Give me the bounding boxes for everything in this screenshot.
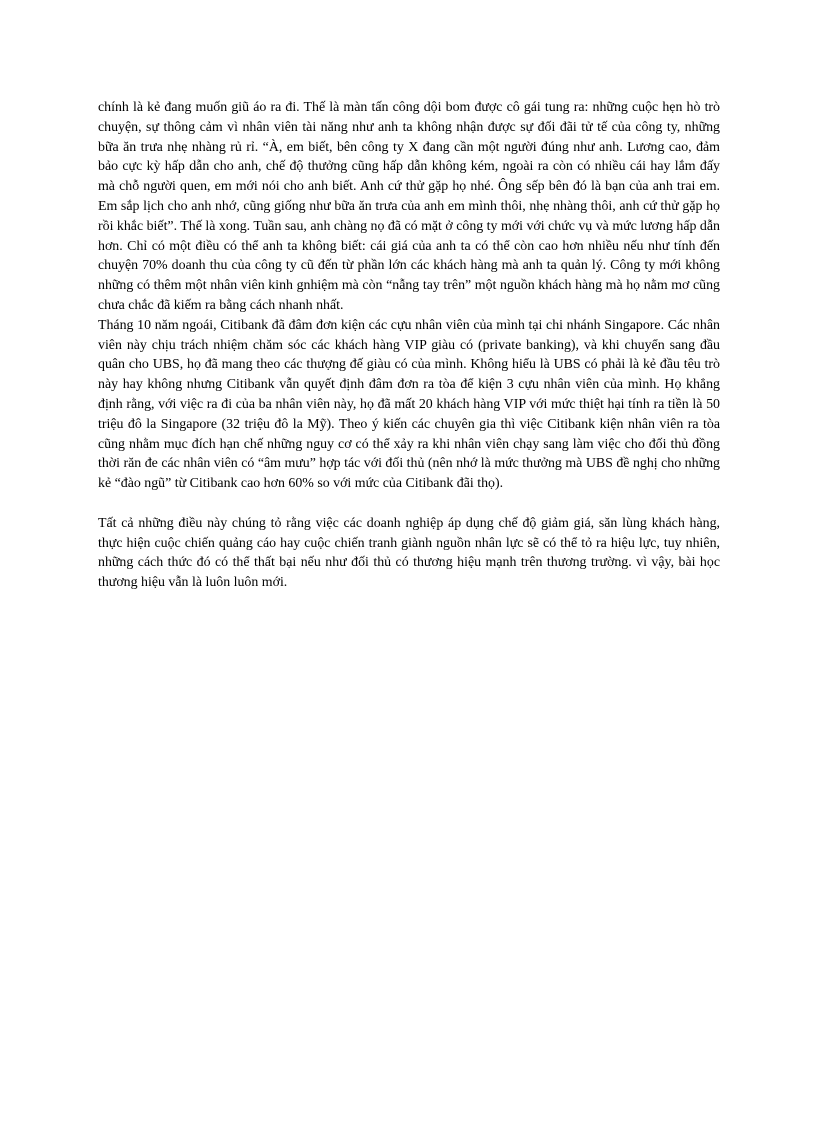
paragraph-1: chính là kẻ đang muốn giũ áo ra đi. Thế là màn tấn công dội bom được cô gái tung ra: những cuộc hẹn hò trò chuyện, sự thông cảm vì nhân viên tài năng như anh ta không nhận được sự đối đãi tử tế của công ty, những bữa ăn trưa nhẹ nhàng rủ rỉ. “À, em biết, bên công ty X đang cần một người đúng như anh. Lương cao, đảm bảo cực kỳ hấp dẫn cho anh, chế độ thưởng cũng hấp dẫn không kém, ngoài ra còn có nhiều cái hay lắm đấy mà chỗ người quen, em mới nói cho anh biết. Anh cứ thử gặp họ nhé. Ông sếp bên đó là bạn của anh trai em. Em sắp lịch cho anh nhớ, cũng giống như bữa ăn trưa của anh em mình thôi, nhẹ nhàng thôi, anh cứ thử gặp họ rồi khắc biết”. Thế là xong. Tuần sau, anh chàng nọ đã có mặt ở công ty mới với chức vụ và mức lương hấp dẫn hơn. Chỉ có một điều có thể anh ta không biết: cái giá của anh ta có thể còn cao hơn nhiều nếu như tính đến chuyện 70% doanh thu của công ty cũ đến từ phần lớn các khách hàng mà anh ta quản lý. Công ty mới không những có thêm một nhân viên kinh gnhiệm mà còn “nẫng tay trên” một nguồn khách hàng mà họ nằm mơ cũng chưa chắc đã kiếm ra bằng cách nhanh nhất. [98, 100, 720, 313]
paragraph-2: Tháng 10 năm ngoái, Citibank đã đâm đơn kiện các cựu nhân viên của mình tại chi nhánh Singapore. Các nhân viên này chịu trách nhiệm chăm sóc các khách hàng VIP giàu có (private banking), và khi chuyển sang đầu quân cho UBS, họ đã mang theo các thượng đế giàu có của mình. Không hiểu là UBS có phải là kẻ đầu têu trò này hay không nhưng Citibank vẫn quyết định đâm đơn ra tòa để kiện 3 cựu nhân viên của mình. Họ khẳng định rằng, với việc ra đi của ba nhân viên này, họ đã mất 20 khách hàng VIP với mức thiệt hại tính ra tiền là 50 triệu đô la Singapore (32 triệu đô la Mỹ). Theo ý kiến các chuyên gia thì việc Citibank kiện nhân viên ra tòa cũng nhằm mục đích hạn chế những nguy cơ có thể xảy ra khi nhân viên chạy sang làm việc cho đối thủ đồng thời răn đe các nhân viên có “âm mưu” hợp tác với đối thủ (nên nhớ là mức thưởng mà UBS đề nghị cho những kẻ “đào ngũ” từ Citibank cao hơn 60% so với mức của Citibank đãi thọ). [98, 317, 720, 492]
paragraph-3: Tất cả những điều này chúng tỏ rằng việc các doanh nghiệp áp dụng chế độ giảm giá, săn lùng khách hàng, thực hiện cuộc chiến quảng cáo hay cuộc chiến tranh giành nguồn nhân lực sẽ có thể tỏ ra hiệu lực, tuy nhiên, những cách thức đó có thể thất bại nếu như đối thủ có thương hiệu mạnh trên thương trường. vì vậy, bài học thương hiệu vẫn là luôn luôn mới. [98, 515, 720, 591]
paragraph-spacer [98, 494, 720, 514]
document-page [98, 98, 720, 593]
